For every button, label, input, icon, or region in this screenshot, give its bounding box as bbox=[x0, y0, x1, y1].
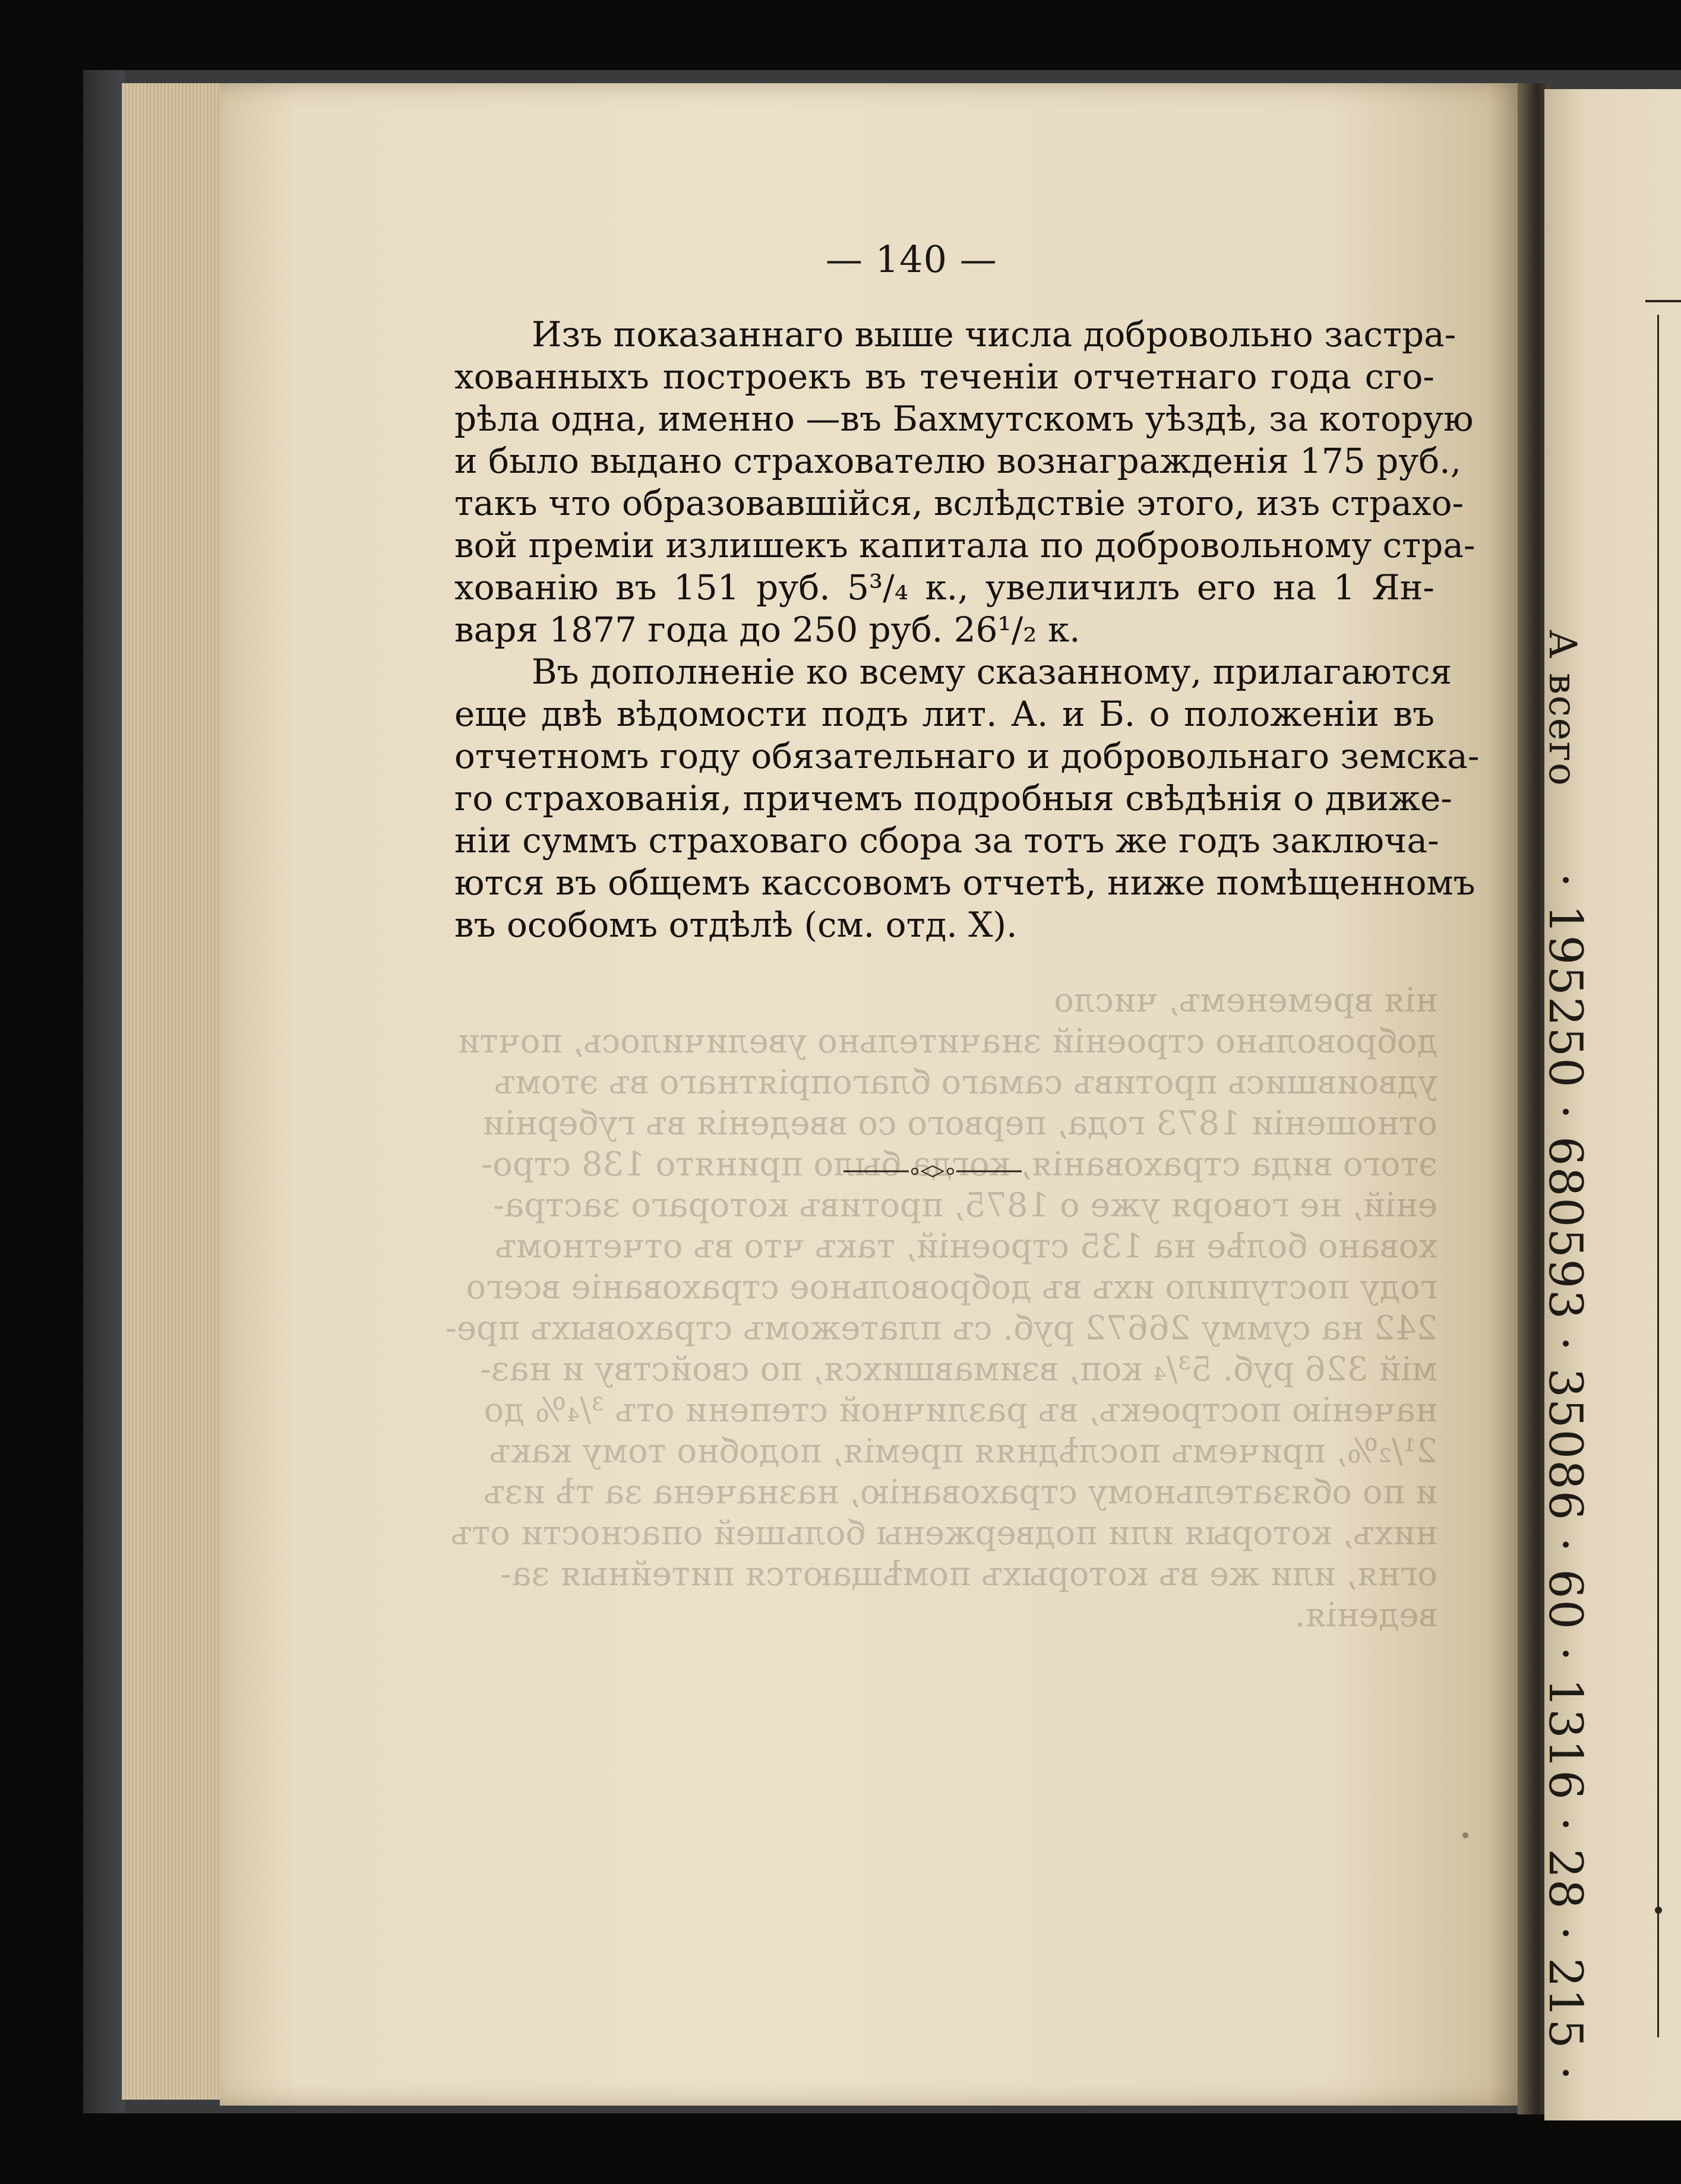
paragraph bbox=[454, 651, 1480, 946]
bleed-line: огня, или же въ которыхъ помѣщаются питейныя за- bbox=[500, 1555, 1437, 1594]
table-row-values: · 195250 · 680593 · 35086 · 60 · 1316 · 28 · 215 · bbox=[1538, 873, 1592, 2082]
facing-page-table-row bbox=[1538, 630, 1592, 2081]
bleed-line: еній, не говоря уже о 1875, противъ котораго застра- bbox=[493, 1186, 1437, 1225]
text-line: хованныхъ построекъ въ теченіи отчетнаго года сго- bbox=[454, 356, 1434, 397]
bleed-line: добровольно строеній значительно увеличилось, почти bbox=[457, 1022, 1437, 1061]
page-number: — 140 — bbox=[826, 238, 997, 281]
text-line: отчетномъ году обязательнаго и добровольнаго земска- bbox=[454, 736, 1480, 776]
paragraph bbox=[454, 314, 1475, 651]
ornament-divider bbox=[843, 1164, 1022, 1178]
text-line: и было выдано страхователю вознагражденія 175 руб., bbox=[454, 441, 1462, 481]
table-rule-top bbox=[1645, 300, 1681, 302]
bleed-line: 2¹/₂%, причемъ послѣдняя премія, подобно тому какъ bbox=[489, 1432, 1437, 1471]
bleed-line: отношеніи 1873 года, первого со введенія въ губерніи bbox=[482, 1104, 1437, 1143]
table-row-label: А всего bbox=[1540, 630, 1584, 787]
text-line: еще двѣ вѣдомости подъ лит. А. и Б. о положеніи въ bbox=[454, 694, 1434, 734]
bleed-line: нія временемъ, число bbox=[1054, 981, 1437, 1020]
page-edges bbox=[122, 83, 223, 2100]
facing-page-mark bbox=[1655, 1907, 1662, 1914]
text-line: такъ что образовавшійся, вслѣдствіе этого, изъ страхо- bbox=[454, 483, 1464, 523]
text-line: въ особомъ отдѣлѣ (см. отд. X). bbox=[454, 905, 1018, 945]
text-line: Въ дополненіе ко всему сказанному, прилагаются bbox=[532, 652, 1452, 692]
bleed-through-text bbox=[416, 980, 1437, 1636]
table-rule bbox=[1657, 315, 1659, 2037]
paper-speck bbox=[1462, 1832, 1468, 1838]
text-line: ются въ общемъ кассовомъ отчетѣ, ниже помѣщенномъ bbox=[454, 862, 1475, 903]
bleed-line: ховано болѣе на 135 строеній, такъ что въ отчетномъ bbox=[495, 1227, 1437, 1266]
cover-spine-edge bbox=[83, 70, 125, 2113]
text-line: ніи суммъ страховаго сбора за тотъ же годъ заключа- bbox=[454, 820, 1439, 861]
bleed-line: году поступило ихъ въ добровольное страхованіе всего bbox=[466, 1268, 1437, 1307]
bleed-line: мій 326 руб. 5³/₄ коп, взимавшихся, по свойству и наз- bbox=[479, 1350, 1437, 1389]
text-line: вой преміи излишекъ капитала по добровольному стра- bbox=[454, 525, 1475, 565]
bleed-line: этого вида страхованія, когда было принято 138 стро- bbox=[481, 1145, 1437, 1184]
text-line: го страхованія, причемъ подробныя свѣдѣнія о движе- bbox=[454, 778, 1452, 818]
text-line: Изъ показаннаго выше числа добровольно застра- bbox=[532, 314, 1456, 355]
bleed-line: удвоившись противъ самаго благопріятнаго въ этомъ bbox=[494, 1063, 1437, 1102]
bleed-line: нихъ, которыя или подвержены большей опасности отъ bbox=[450, 1514, 1437, 1553]
text-line: хованію въ 151 руб. 5³/₄ к., увеличилъ его на 1 Ян- bbox=[454, 567, 1434, 608]
page-body bbox=[454, 314, 1480, 946]
text-line: варя 1877 года до 250 руб. 26¹/₂ к. bbox=[454, 609, 1080, 650]
text-line: рѣла одна, именно —въ Бахмутскомъ уѣздѣ, за которую bbox=[454, 399, 1474, 439]
bleed-line: веденія. bbox=[1294, 1596, 1437, 1635]
bleed-line: и по обязательному страхованію, назначена за тѣ изъ bbox=[484, 1473, 1437, 1512]
bleed-line: 242 на сумму 26672 руб. съ платежомъ страховыхъ пре- bbox=[445, 1309, 1437, 1348]
bleed-line: наченію построекъ, въ различной степени отъ ³/₄% до bbox=[484, 1391, 1437, 1430]
